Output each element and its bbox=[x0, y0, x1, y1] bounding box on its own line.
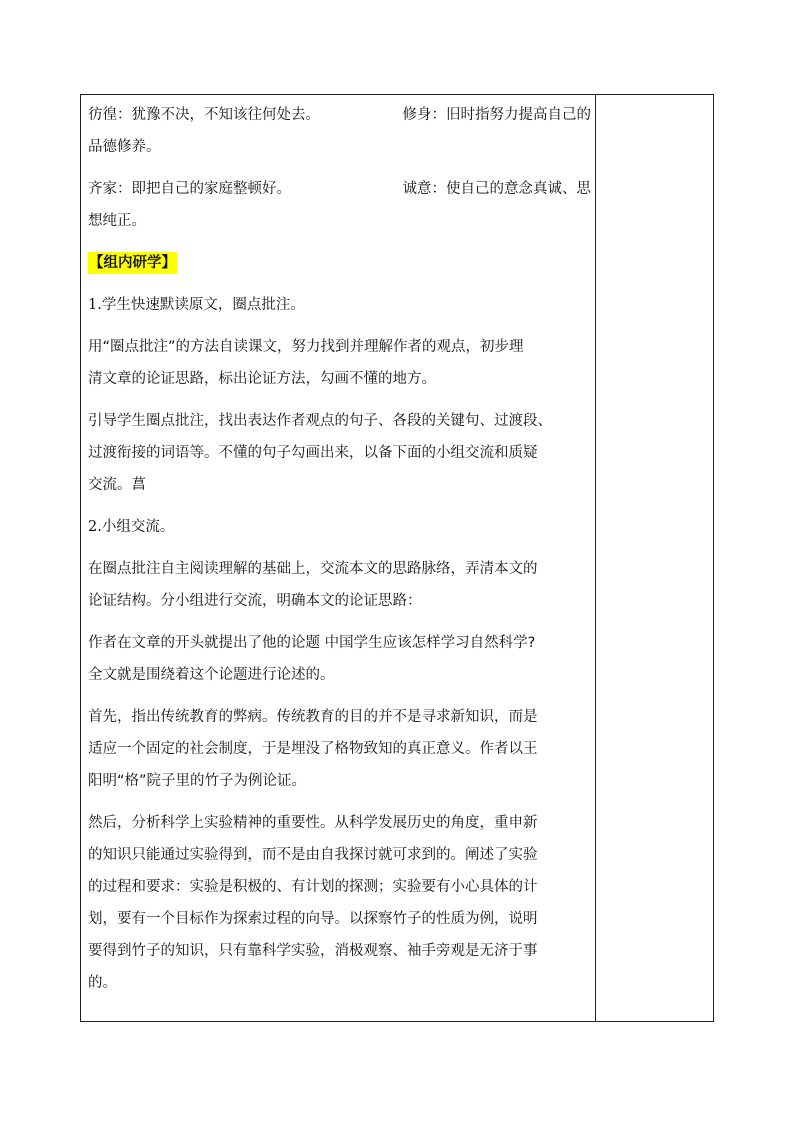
paragraph-line: 的过程和要求：实验是积极的、有计划的探测；实验要有小心具体的计 bbox=[88, 879, 538, 895]
paragraph-line: 论证结构。分小组进行交流，明确本文的论证思路： bbox=[88, 593, 422, 609]
lesson-table bbox=[80, 94, 714, 1022]
paragraph-line: 然后，分析科学上实验精神的重要性。从科学发展历史的角度，重申新 bbox=[88, 815, 538, 831]
section-heading: 【组内研学】 bbox=[88, 252, 177, 274]
paragraph-line: 要得到竹子的知识，只有靠科学实验，消极观察、袖手旁观是无济于事 bbox=[88, 943, 538, 959]
paragraph-line: 适应一个固定的社会制度，于是埋没了格物致知的真正意义。作者以王 bbox=[88, 741, 538, 757]
paragraph-line: 全文就是围绕着这个论题进行论述的。 bbox=[88, 667, 335, 683]
vocab-qijia: 齐家：即把自己的家庭整顿好。 bbox=[88, 181, 291, 197]
paragraph-zaiquan bbox=[88, 553, 591, 617]
step-2 bbox=[88, 511, 591, 543]
step-2-text: 小组交流。 bbox=[101, 519, 175, 535]
paragraph-line: 作者在文章的开头就提出了他的论题 中国学生应该怎样学习自然科学? bbox=[88, 635, 536, 651]
vocab-xiushen: 修身：旧时指努力提高自己的 bbox=[402, 107, 591, 123]
paragraph-line: 清文章的论证思路，标出论证方法，勾画不懂的地方。 bbox=[88, 371, 436, 387]
paragraph-line: 的。 bbox=[88, 975, 117, 991]
vocab-paragraph-2 bbox=[88, 173, 591, 237]
step-1-text: 学生快速默读原文，圈点批注。 bbox=[101, 297, 305, 313]
paragraph-yindao bbox=[88, 405, 591, 501]
vocab-paragraph-1 bbox=[88, 99, 591, 163]
vocab-panghuang: 彷徨：犹豫不决，不知该往何处去。 bbox=[88, 107, 320, 123]
vocab-chengyi-cont: 想纯正。 bbox=[88, 213, 146, 229]
paragraph-line: 过渡衔接的词语等。不懂的句子勾画出来，以备下面的小组交流和质疑 bbox=[88, 445, 538, 461]
paragraph-shouxian bbox=[88, 701, 591, 797]
paragraph-line: 划，要有一个目标作为探索过程的向导。以探察竹子的性质为例，说明 bbox=[88, 911, 538, 927]
paragraph-line: 在圈点批注自主阅读理解的基础上，交流本文的思路脉络，弄清本文的 bbox=[88, 561, 538, 577]
paragraph-line: 首先，指出传统教育的弊病。传统教育的目的并不是寻求新知识，而是 bbox=[88, 709, 538, 725]
main-content-cell bbox=[88, 99, 591, 999]
paragraph-zuozhe bbox=[88, 627, 591, 691]
paragraph-quandian bbox=[88, 331, 591, 395]
paragraph-line: 用“圈点批注”的方法自读课文，努力找到并理解作者的观点，初步理 bbox=[88, 339, 524, 355]
paragraph-line: 阳明“格”院子里的竹子为例论证。 bbox=[88, 773, 307, 789]
step-2-number: 2. bbox=[88, 519, 102, 535]
column-divider bbox=[595, 95, 596, 1021]
paragraph-ranhou bbox=[88, 807, 591, 999]
vocab-xiushen-cont: 品德修养。 bbox=[88, 139, 161, 155]
paragraph-line: 的知识只能通过实验得到，而不是由自我探讨就可求到的。阐述了实验 bbox=[88, 847, 538, 863]
step-1-number: 1. bbox=[88, 297, 102, 313]
vocab-chengyi: 诚意：使自己的意念真诚、思 bbox=[402, 181, 591, 197]
paragraph-line: 引导学生圈点批注，找出表达作者观点的句子、各段的关键句、过渡段、 bbox=[88, 413, 552, 429]
paragraph-line: 交流。 bbox=[88, 477, 132, 493]
stray-character: 菖 bbox=[131, 477, 146, 493]
step-1 bbox=[88, 289, 591, 321]
